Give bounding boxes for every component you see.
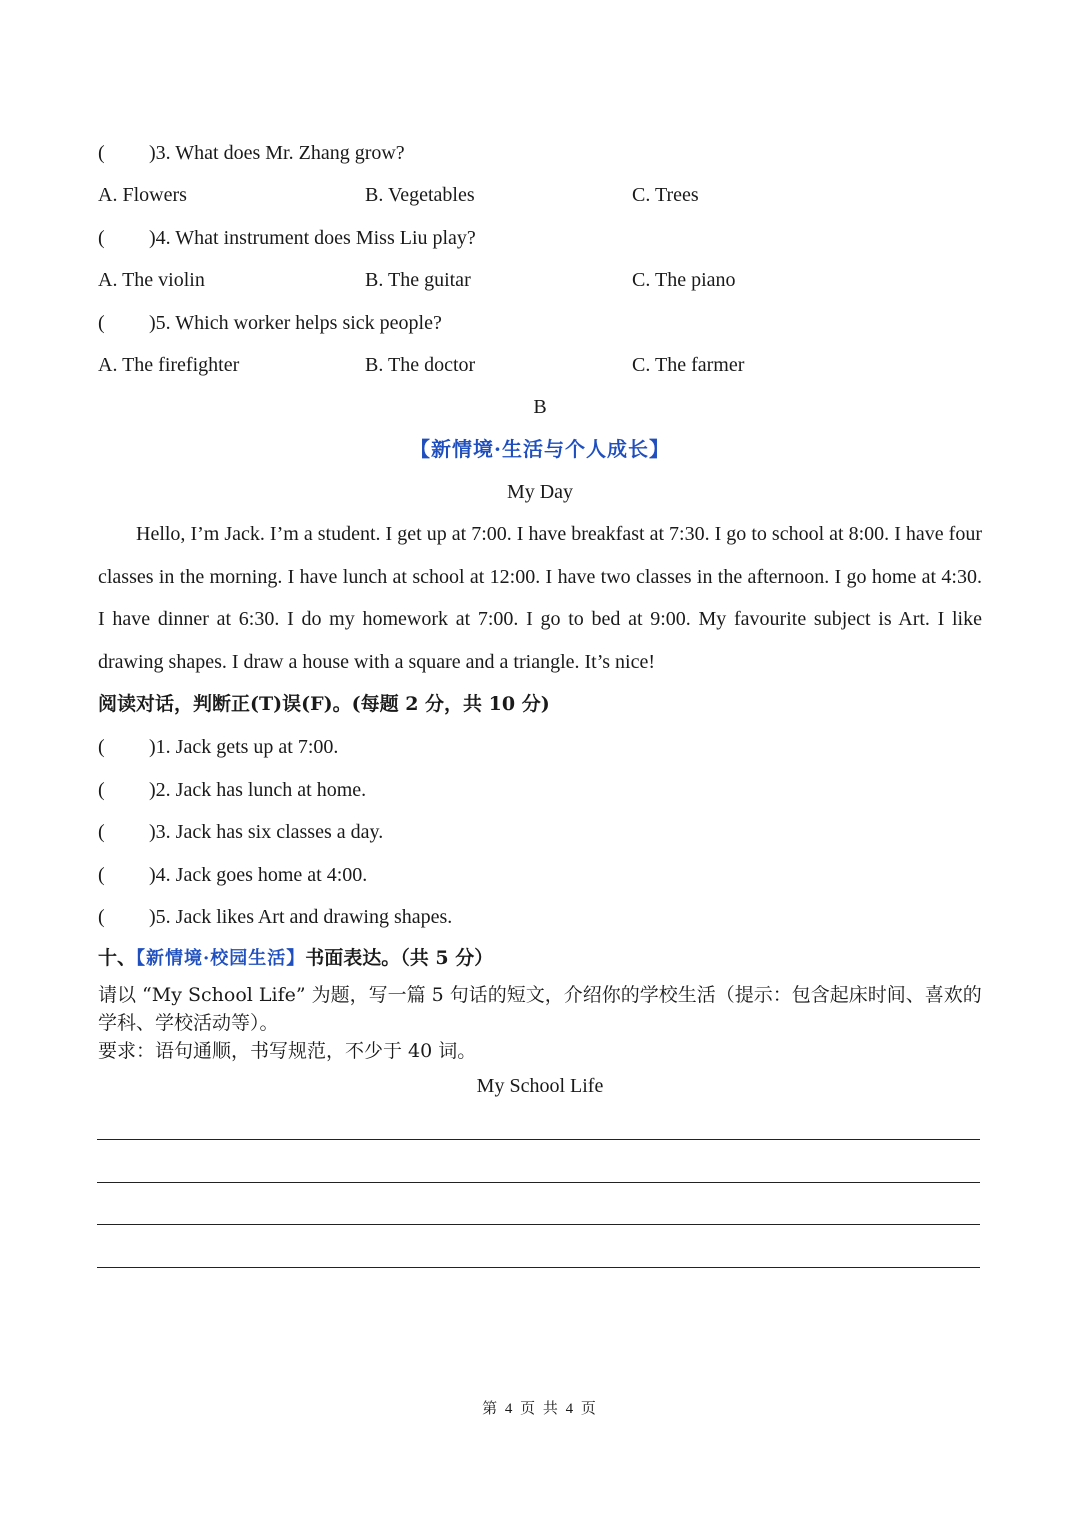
option-b: B. The doctor <box>365 354 476 376</box>
statement-3 <box>98 820 383 844</box>
question-text: )3. What does Mr. Zhang grow? <box>149 142 405 164</box>
section-instruction: 阅读对话，判断正(T)误(F)。(每题 2 分，共 10 分) <box>98 693 550 715</box>
section-letter: B <box>533 396 547 418</box>
statement-1 <box>98 735 338 759</box>
writing-line[interactable] <box>97 1267 980 1268</box>
section-number: 十、 <box>98 947 137 969</box>
answer-bracket[interactable]: ( <box>98 779 105 801</box>
statement-text: )1. Jack gets up at 7:00. <box>149 736 339 758</box>
writing-line[interactable] <box>97 1182 980 1183</box>
answer-bracket[interactable]: ( <box>98 864 105 886</box>
statement-5 <box>98 905 452 929</box>
option-a: A. Flowers <box>98 184 187 206</box>
option-a: A. The violin <box>98 269 205 291</box>
writing-prompt: 请以 “My School Life” 为题，写一篇 5 句话的短文，介绍你的学校生活（提示：包含起床时间、喜欢的学科、学校活动等）。 <box>98 984 982 1034</box>
writing-requirement: 要求：语句通顺，书写规范，不少于 40 词。 <box>98 1040 477 1062</box>
option-a: A. The firefighter <box>98 354 240 376</box>
option-b: B. Vegetables <box>365 184 475 206</box>
writing-heading <box>98 946 493 971</box>
option-c: C. The piano <box>632 269 736 291</box>
writing-line[interactable] <box>97 1224 980 1225</box>
statement-text: )5. Jack likes Art and drawing shapes. <box>149 906 453 928</box>
statement-2 <box>98 778 366 802</box>
answer-bracket[interactable]: ( <box>98 906 105 928</box>
context-tag: 【新情境·生活与个人成长】 <box>410 437 670 461</box>
writing-line[interactable] <box>97 1139 980 1140</box>
statement-4 <box>98 863 367 887</box>
option-b: B. The guitar <box>365 269 471 291</box>
question-text: )4. What instrument does Miss Liu play? <box>149 227 476 249</box>
passage-text: Hello, I’m Jack. I’m a student. I get up at 7:00. I have breakfast at 7:30. I go to school at 8:00. I have four classes in the morning. I have lunch at school at 12:00. I have two classes in the afternoon. I go home at 4:30. I have dinner at 6:30. I do my homework at 7:00. I go to bed at 9:00. My favourite subject is Art. I like drawing shapes. I draw a house with a square and a triangle. It’s nice! <box>98 523 982 673</box>
context-tag: 【新情境·校园生活】 <box>136 948 306 969</box>
question-text: )5. Which worker helps sick people? <box>149 312 442 334</box>
answer-bracket[interactable]: ( <box>98 142 105 164</box>
page-footer: 第 4 页 共 4 页 <box>482 1401 598 1417</box>
question-4 <box>98 226 476 250</box>
essay-title: My School Life <box>476 1075 604 1097</box>
answer-bracket[interactable]: ( <box>98 227 105 249</box>
answer-bracket[interactable]: ( <box>98 312 105 334</box>
statement-text: )4. Jack goes home at 4:00. <box>149 864 368 886</box>
question-5 <box>98 311 442 335</box>
writing-title: 书面表达。（共 5 分） <box>305 947 494 969</box>
passage-title: My Day <box>506 481 574 503</box>
statement-text: )2. Jack has lunch at home. <box>149 779 367 801</box>
answer-bracket[interactable]: ( <box>98 736 105 758</box>
option-c: C. Trees <box>632 184 699 206</box>
question-3 <box>98 141 405 165</box>
option-c: C. The farmer <box>632 354 745 376</box>
statement-text: )3. Jack has six classes a day. <box>149 821 384 843</box>
answer-bracket[interactable]: ( <box>98 821 105 843</box>
